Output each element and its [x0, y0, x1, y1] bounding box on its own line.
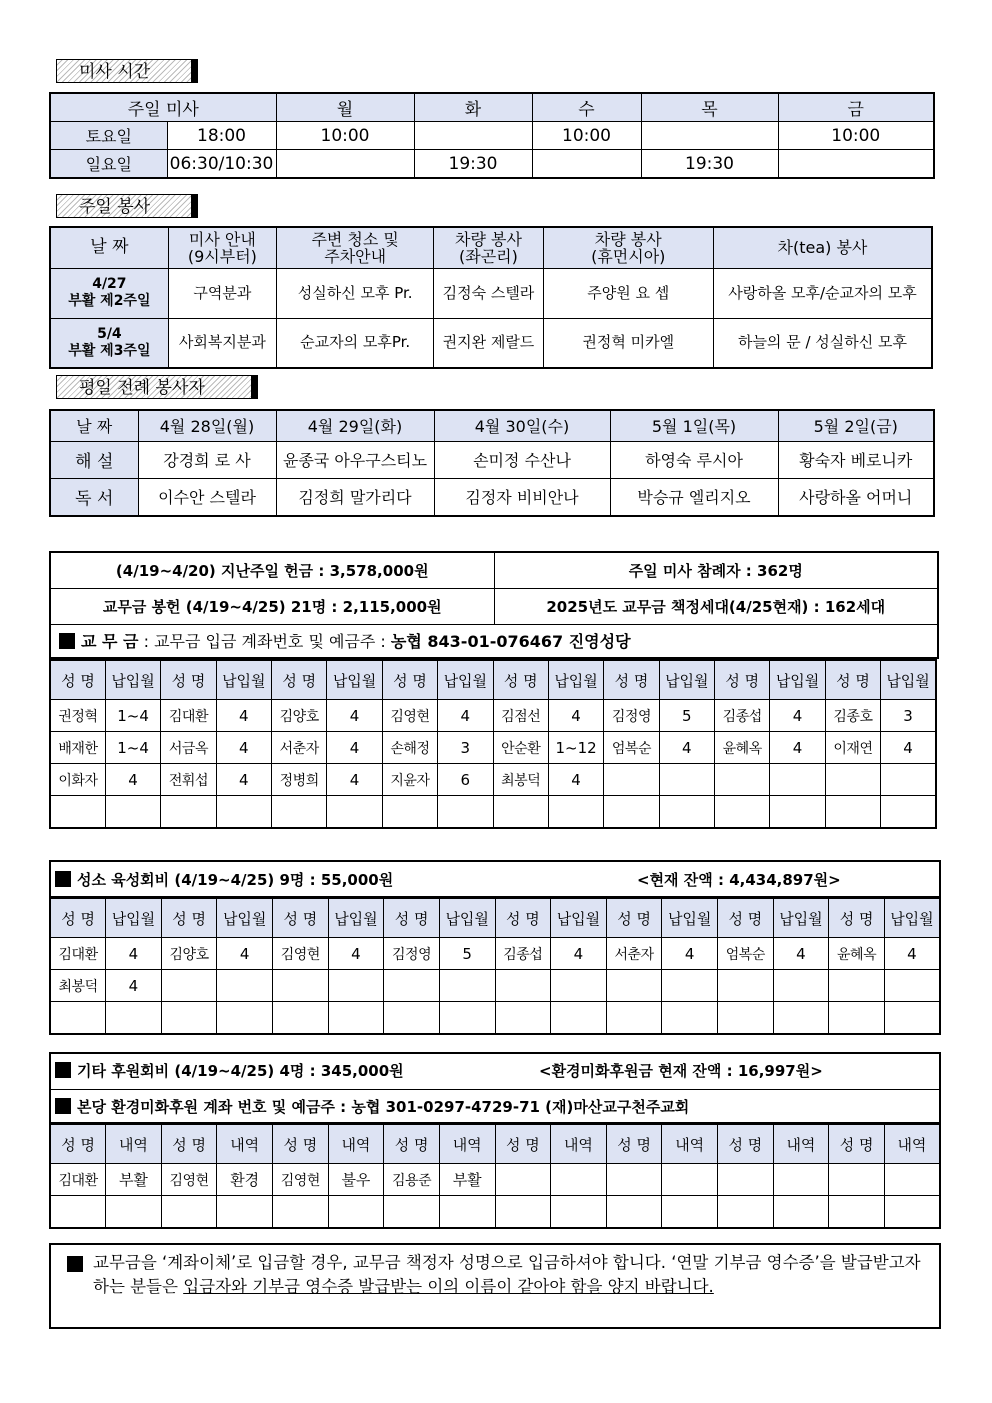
households-summary: 2025년도 교무금 책정세대(4/25현재) : 162세대: [494, 588, 938, 624]
col-header-col_item: 내역: [662, 1124, 718, 1164]
col-header-name: 성 명: [606, 898, 662, 938]
entry-value: [662, 1164, 718, 1196]
weekday-header: 4월 28일(월): [138, 410, 276, 441]
dues-payment-table: [49, 659, 937, 829]
service-date-sub: 부활 제3주일: [68, 342, 151, 359]
mass-header-thu: 목: [641, 93, 778, 122]
col-header-name: 성 명: [495, 1124, 551, 1164]
entry-name: 김종섭: [715, 700, 770, 732]
entry-name: [384, 1002, 440, 1035]
entry-name: 김영현: [382, 700, 437, 732]
entry-name: [161, 1002, 217, 1035]
service-header-clean-sub: 주차안내: [324, 246, 387, 266]
entry-value: [327, 796, 382, 829]
entry-value: [439, 1002, 495, 1035]
col-header-col_month: 납입월: [105, 660, 160, 700]
entry-value: [881, 764, 936, 796]
entry-value: 4: [773, 938, 829, 970]
square-bullet-icon: [55, 1098, 71, 1114]
offering-summary: (4/19~4/20) 지난주일 헌금 : 3,578,000원: [50, 552, 494, 588]
service-cell: 권지완 제랄드: [434, 318, 543, 368]
col-header-name: 성 명: [604, 660, 659, 700]
col-header-col_month: 납입월: [216, 660, 271, 700]
entry-value: 4: [106, 970, 162, 1002]
col-header-col_month: 납입월: [106, 898, 162, 938]
account-label: 교 무 금: [81, 632, 139, 652]
mass-row-label: 토요일: [50, 122, 167, 150]
entry-value: 1~4: [105, 732, 160, 764]
entry-name: [50, 1002, 106, 1035]
entry-name: 이재연: [825, 732, 880, 764]
entry-name: [495, 1164, 551, 1196]
entry-name: [161, 970, 217, 1002]
entry-name: 안순환: [493, 732, 548, 764]
col-header-col_month: 납입월: [551, 898, 607, 938]
entry-name: [718, 1196, 774, 1229]
entry-name: 김종호: [825, 700, 880, 732]
other-donation-table: [49, 1123, 941, 1229]
entry-name: 서금옥: [161, 732, 216, 764]
col-header-name: 성 명: [50, 660, 105, 700]
entry-value: [106, 1196, 162, 1229]
entry-name: 김영현: [273, 938, 329, 970]
entry-name: 김대환: [161, 700, 216, 732]
col-header-name: 성 명: [495, 898, 551, 938]
col-header-name: 성 명: [384, 898, 440, 938]
account-info: [50, 624, 938, 658]
weekday-cell: 하영숙 루시아: [610, 441, 778, 478]
entry-name: 윤혜옥: [829, 938, 885, 970]
col-header-name: 성 명: [606, 1124, 662, 1164]
col-header-col_month: 납입월: [327, 660, 382, 700]
entry-value: [773, 1002, 829, 1035]
service-cell: 사랑하올 모후/순교자의 모후: [713, 268, 932, 318]
entry-value: [438, 796, 493, 829]
attendance-summary: 주일 미사 참례자 : 362명: [494, 552, 938, 588]
col-header-name: 성 명: [718, 1124, 774, 1164]
entry-value: [881, 796, 936, 829]
entry-name: [604, 764, 659, 796]
service-header-tea: 차(tea) 봉사: [713, 227, 932, 268]
entry-value: 부활: [106, 1164, 162, 1196]
entry-value: 4: [327, 732, 382, 764]
entry-name: [718, 970, 774, 1002]
service-header-car1: 차량 봉사: [455, 229, 522, 249]
entry-value: 4: [327, 700, 382, 732]
notice-text: 교무금을 ‘계좌이체’로 입금할 경우, 교무금 책정자 성명으로 입금하셔야 합니다. ‘연말 기부금 영수증’을 발급받고자 하는 분들은: [93, 1253, 921, 1296]
entry-name: [273, 970, 329, 1002]
col-header-name: 성 명: [272, 660, 327, 700]
entry-name: [825, 796, 880, 829]
service-date: 5/4: [97, 325, 122, 342]
entry-value: [770, 796, 825, 829]
service-header-car2-sub: (휴먼시아): [591, 246, 666, 266]
weekday-cell: 김정희 말가리다: [276, 478, 434, 516]
mass-cell: [778, 150, 934, 179]
entry-name: 김종섭: [495, 938, 551, 970]
service-header-guide-sub: (9시부터): [187, 246, 257, 266]
mass-cell: [641, 122, 778, 150]
col-header-col_month: 납입월: [662, 898, 718, 938]
entry-value: 3: [438, 732, 493, 764]
col-header-col_item: 내역: [551, 1124, 607, 1164]
weekday-cell: 사랑하올 어머니: [778, 478, 934, 516]
weekday-row-label: 독 서: [50, 478, 138, 516]
col-header-col_item: 내역: [106, 1124, 162, 1164]
entry-value: 1~12: [548, 732, 603, 764]
service-cell: 주양원 요 셉: [543, 268, 713, 318]
mass-cell: [414, 122, 532, 150]
entry-name: [384, 970, 440, 1002]
entry-name: 김영현: [273, 1164, 329, 1196]
col-header-col_item: 내역: [773, 1124, 829, 1164]
mass-section-title: 미사 시간: [56, 59, 192, 83]
entry-value: 4: [216, 700, 271, 732]
entry-value: [662, 1196, 718, 1229]
entry-name: [495, 1002, 551, 1035]
account-number: 농협 843-01-076467 진영성당: [390, 632, 631, 652]
entry-name: [718, 1164, 774, 1196]
col-header-name: 성 명: [382, 660, 437, 700]
col-header-name: 성 명: [273, 1124, 329, 1164]
entry-value: [439, 1196, 495, 1229]
col-header-name: 성 명: [50, 1124, 106, 1164]
col-header-col_month: 납입월: [659, 660, 714, 700]
weekday-cell: 황숙자 베로니카: [778, 441, 934, 478]
weekday-cell: 김정자 비비안나: [434, 478, 610, 516]
weekday-cell: 이수안 스텔라: [138, 478, 276, 516]
entry-value: 4: [881, 732, 936, 764]
entry-value: [884, 1002, 940, 1035]
entry-value: 6: [438, 764, 493, 796]
entry-value: 4: [216, 732, 271, 764]
entry-value: [662, 1002, 718, 1035]
service-header-clean: 주변 청소 및: [311, 229, 399, 249]
mass-cell: 10:00: [778, 122, 934, 150]
col-header-col_item: 내역: [884, 1124, 940, 1164]
entry-value: [659, 796, 714, 829]
service-date: 4/27: [92, 276, 127, 292]
service-header-date: 날 짜: [50, 227, 168, 268]
entry-name: [606, 1164, 662, 1196]
entry-value: 부활: [439, 1164, 495, 1196]
entry-name: [606, 1002, 662, 1035]
service-cell: 순교자의 모후Pr.: [277, 318, 434, 368]
entry-value: 4: [548, 764, 603, 796]
service-cell: 권정혁 미카엘: [543, 318, 713, 368]
entry-name: 엄복순: [604, 732, 659, 764]
entry-value: [328, 1002, 384, 1035]
entry-value: [328, 970, 384, 1002]
entry-name: 김대환: [50, 1164, 106, 1196]
entry-name: [606, 1196, 662, 1229]
entry-value: 4: [770, 732, 825, 764]
entry-value: [551, 1002, 607, 1035]
service-header-car2: 차량 봉사: [594, 229, 662, 249]
entry-value: [770, 764, 825, 796]
other-account: 본당 환경미화후원 계좌 번호 및 예금주 : 농협 301-0297-4729-71 (재)마산교구천주교회: [77, 1098, 690, 1116]
entry-value: 4: [217, 938, 273, 970]
entry-value: [551, 970, 607, 1002]
finance-summary-table: [49, 551, 939, 659]
entry-value: [551, 1196, 607, 1229]
col-header-name: 성 명: [825, 660, 880, 700]
weekday-header: 4월 29일(화): [276, 410, 434, 441]
service-cell: 구역분과: [168, 268, 276, 318]
entry-value: [217, 1002, 273, 1035]
other-title: 기타 후원회비 (4/19~4/25) 4명 : 345,000원: [77, 1062, 404, 1080]
entry-value: [551, 1164, 607, 1196]
entry-name: [718, 1002, 774, 1035]
mass-header-fri: 금: [778, 93, 934, 122]
entry-name: 손해정: [382, 732, 437, 764]
sunday-service-section-title: 주일 봉사: [56, 194, 192, 218]
entry-value: [439, 970, 495, 1002]
entry-value: 4: [548, 700, 603, 732]
account-text: : 교무금 입금 계좌번호 및 예금주 :: [138, 632, 391, 652]
col-header-col_month: 납입월: [438, 660, 493, 700]
mass-cell: 10:00: [276, 122, 414, 150]
entry-name: [493, 796, 548, 829]
entry-name: [825, 764, 880, 796]
entry-value: [217, 1196, 273, 1229]
entry-value: 4: [105, 764, 160, 796]
mass-cell: 19:30: [641, 150, 778, 179]
entry-value: 4: [659, 732, 714, 764]
entry-name: [829, 1196, 885, 1229]
entry-name: 윤혜옥: [715, 732, 770, 764]
col-header-name: 성 명: [829, 898, 885, 938]
entry-name: 배재한: [50, 732, 105, 764]
entry-value: [548, 796, 603, 829]
entry-value: [328, 1196, 384, 1229]
entry-name: [161, 796, 216, 829]
weekday-section-title: 평일 전례 봉사자: [56, 375, 252, 399]
col-header-name: 성 명: [493, 660, 548, 700]
entry-name: [715, 764, 770, 796]
entry-value: 4: [106, 938, 162, 970]
col-header-col_month: 납입월: [773, 898, 829, 938]
entry-name: 김대환: [50, 938, 106, 970]
weekday-cell: 손미정 수산나: [434, 441, 610, 478]
mass-cell: 19:30: [414, 150, 532, 179]
entry-value: 4: [327, 764, 382, 796]
weekday-cell: 강경희 로 사: [138, 441, 276, 478]
mass-header-mon: 월: [276, 93, 414, 122]
entry-value: 3: [881, 700, 936, 732]
service-header-car1-sub: (좌곤리): [459, 246, 518, 266]
entry-name: [829, 970, 885, 1002]
col-header-col_item: 내역: [439, 1124, 495, 1164]
entry-name: 최봉덕: [493, 764, 548, 796]
entry-value: 4: [551, 938, 607, 970]
mass-header-wed: 수: [532, 93, 641, 122]
entry-value: 환경: [217, 1164, 273, 1196]
col-header-col_item: 내역: [328, 1124, 384, 1164]
mass-cell: 06:30/10:30: [167, 150, 276, 179]
notice-underlined: 입금자와 기부금 영수증 발급받는 이의 이름이 같아야 함을 양지 바랍니다.: [183, 1277, 714, 1296]
entry-name: 정병희: [272, 764, 327, 796]
col-header-col_month: 납입월: [548, 660, 603, 700]
weekday-header: 5월 1일(목): [610, 410, 778, 441]
notice-box: [49, 1243, 941, 1329]
other-balance: <환경미화후원금 현재 잔액 : 16,997원>: [539, 1062, 823, 1080]
service-header-guide: 미사 안내: [188, 229, 256, 249]
entry-name: [273, 1002, 329, 1035]
col-header-col_month: 납입월: [770, 660, 825, 700]
service-cell: 김정숙 스텔라: [434, 268, 543, 318]
mass-cell: 10:00: [532, 122, 641, 150]
entry-name: 김영현: [161, 1164, 217, 1196]
weekday-service-table: [49, 409, 935, 517]
sanctuary-header: [49, 860, 941, 898]
square-bullet-icon: [55, 871, 71, 887]
mass-cell: [276, 150, 414, 179]
entry-value: 5: [659, 700, 714, 732]
entry-name: 엄복순: [718, 938, 774, 970]
entry-value: 5: [439, 938, 495, 970]
entry-value: [773, 1196, 829, 1229]
entry-value: [884, 1164, 940, 1196]
entry-name: 지윤자: [382, 764, 437, 796]
sanctuary-payment-table: [49, 897, 941, 1035]
square-bullet-icon: [67, 1256, 83, 1272]
mass-schedule-table: [49, 92, 935, 179]
entry-name: [273, 1196, 329, 1229]
entry-value: 4: [438, 700, 493, 732]
entry-name: 김양호: [272, 700, 327, 732]
entry-value: [217, 970, 273, 1002]
col-header-name: 성 명: [161, 1124, 217, 1164]
service-cell: 성실하신 모후 Pr.: [277, 268, 434, 318]
square-bullet-icon: [55, 1062, 71, 1078]
sunday-service-table: [49, 226, 933, 369]
entry-name: 김용준: [384, 1164, 440, 1196]
entry-name: 전휘섭: [161, 764, 216, 796]
entry-value: 4: [770, 700, 825, 732]
weekday-header: 4월 30일(수): [434, 410, 610, 441]
entry-value: 4: [216, 764, 271, 796]
entry-value: 1~4: [105, 700, 160, 732]
col-header-name: 성 명: [829, 1124, 885, 1164]
entry-value: [884, 970, 940, 1002]
entry-name: [829, 1164, 885, 1196]
square-bullet-icon: [59, 633, 75, 649]
col-header-name: 성 명: [273, 898, 329, 938]
entry-value: 불우: [328, 1164, 384, 1196]
col-header-col_month: 납입월: [884, 898, 940, 938]
col-header-name: 성 명: [50, 898, 106, 938]
entry-name: 김점선: [493, 700, 548, 732]
entry-name: 김양호: [161, 938, 217, 970]
dues-summary: 교무금 봉헌 (4/19~4/25) 21명 : 2,115,000원: [50, 588, 494, 624]
weekday-row-label: 해 설: [50, 441, 138, 478]
entry-value: [773, 970, 829, 1002]
entry-name: 권정혁: [50, 700, 105, 732]
mass-row-label: 일요일: [50, 150, 167, 179]
col-header-name: 성 명: [161, 660, 216, 700]
entry-value: [662, 970, 718, 1002]
mass-cell: [532, 150, 641, 179]
weekday-header: 5월 2일(금): [778, 410, 934, 441]
entry-name: [161, 1196, 217, 1229]
mass-cell: 18:00: [167, 122, 276, 150]
entry-value: 4: [662, 938, 718, 970]
service-cell: 하늘의 문 / 성실하신 모후: [713, 318, 932, 368]
col-header-col_item: 내역: [217, 1124, 273, 1164]
entry-name: [50, 796, 105, 829]
mass-header-tue: 화: [414, 93, 532, 122]
mass-header-sunday: 주일 미사: [50, 93, 276, 122]
entry-name: 이화자: [50, 764, 105, 796]
service-date-sub: 부활 제2주일: [68, 293, 151, 309]
col-header-col_month: 납입월: [328, 898, 384, 938]
col-header-col_month: 납입월: [881, 660, 936, 700]
entry-value: [106, 1002, 162, 1035]
sanctuary-balance: <현재 잔액 : 4,434,897원>: [637, 871, 841, 889]
weekday-cell: 윤종국 아우구스티노: [276, 441, 434, 478]
entry-name: 서춘자: [272, 732, 327, 764]
col-header-name: 성 명: [384, 1124, 440, 1164]
entry-name: [495, 1196, 551, 1229]
entry-value: [659, 764, 714, 796]
entry-name: 김정영: [604, 700, 659, 732]
entry-name: [50, 1196, 106, 1229]
entry-value: [884, 1196, 940, 1229]
entry-value: [105, 796, 160, 829]
entry-name: [384, 1196, 440, 1229]
entry-name: [382, 796, 437, 829]
entry-value: [773, 1164, 829, 1196]
weekday-cell: 박승규 엘리지오: [610, 478, 778, 516]
entry-name: [715, 796, 770, 829]
service-cell: 사회복지분과: [168, 318, 276, 368]
col-header-name: 성 명: [718, 898, 774, 938]
col-header-col_month: 납입월: [439, 898, 495, 938]
entry-value: [216, 796, 271, 829]
sanctuary-title: 성소 육성회비 (4/19~4/25) 9명 : 55,000원: [77, 871, 394, 889]
entry-name: 서춘자: [606, 938, 662, 970]
entry-name: [606, 970, 662, 1002]
col-header-name: 성 명: [161, 898, 217, 938]
other-header: [49, 1052, 941, 1124]
entry-name: [604, 796, 659, 829]
col-header-col_month: 납입월: [217, 898, 273, 938]
entry-value: 4: [328, 938, 384, 970]
entry-name: 최봉덕: [50, 970, 106, 1002]
entry-value: 4: [884, 938, 940, 970]
entry-name: [829, 1002, 885, 1035]
col-header-name: 성 명: [715, 660, 770, 700]
entry-name: [272, 796, 327, 829]
weekday-header: 날 짜: [50, 410, 138, 441]
entry-name: 김정영: [384, 938, 440, 970]
entry-name: [495, 970, 551, 1002]
